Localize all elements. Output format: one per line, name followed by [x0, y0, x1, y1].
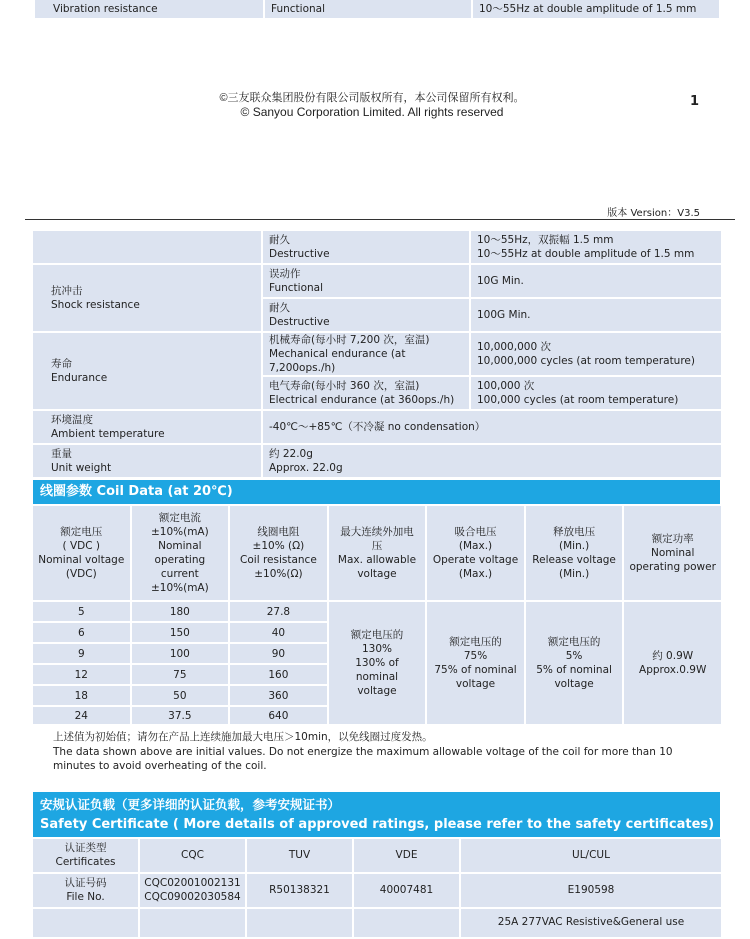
ambient-value: -40℃～+85℃（不冷凝 no condensation） — [262, 410, 722, 444]
coil-header-cell — [328, 505, 427, 601]
coil-cell: 100 — [131, 643, 230, 664]
text: ( VDC ) — [62, 540, 101, 552]
text: (Max.) — [458, 568, 493, 580]
rating-row — [32, 908, 722, 938]
file-no-row — [32, 873, 722, 908]
cert-type-row — [32, 838, 722, 873]
text: 耐久 — [269, 234, 290, 246]
coil-table — [31, 504, 723, 726]
text: 机械寿命(每小时 7,200 次，室温) — [269, 334, 430, 346]
coil-cell: 12 — [32, 664, 131, 685]
text: 130% — [361, 643, 392, 655]
text: Coil resistance — [240, 554, 317, 566]
coil-cell: 24 — [32, 706, 131, 725]
type-cell — [262, 230, 470, 264]
text: Max. allowable — [337, 554, 417, 566]
text: CQC02001002131 — [144, 877, 241, 889]
text: ±10%(mA) — [150, 582, 209, 594]
coil-cell: 18 — [32, 685, 131, 706]
text: Shock resistance — [51, 299, 140, 311]
text: Ambient temperature — [51, 428, 165, 440]
text: Approx. 22.0g — [269, 462, 343, 474]
coil-row — [32, 601, 722, 622]
text: 100,000 cycles (at room temperature) — [477, 394, 679, 406]
text: nominal — [355, 671, 399, 683]
text: Mechanical endurance (at 7,200ops./h) — [269, 348, 406, 374]
page-number: 1 — [690, 94, 700, 109]
text: voltage — [357, 685, 397, 697]
weight-value — [262, 444, 722, 478]
file-no: R50138321 — [246, 873, 353, 908]
rating-cell — [139, 908, 246, 938]
text: File No. — [66, 891, 105, 903]
text: Operate voltage — [432, 554, 519, 566]
text: 约 0.9W — [652, 650, 694, 662]
text: 线圈电阻 — [257, 526, 300, 538]
text: 75% of nominal — [434, 664, 517, 676]
coil-cell: 150 — [131, 622, 230, 643]
copyright-en: © Sanyou Corporation Limited. All rights reserved — [240, 105, 504, 119]
coil-header-cell — [623, 505, 722, 601]
text: Nominal voltage — [38, 554, 125, 566]
value-cell: 100G Min. — [470, 298, 722, 332]
text: ±10% (Ω) — [252, 540, 305, 552]
text: 额定功率 — [651, 533, 694, 545]
file-no-cqc — [139, 873, 246, 908]
value: 10～55Hz at double amplitude of 1.5 mm — [472, 0, 720, 19]
copyright — [0, 91, 744, 119]
text: 100,000 次 — [477, 380, 535, 392]
coil-cell: 360 — [229, 685, 328, 706]
coil-header-cell — [525, 505, 624, 601]
text: Destructive — [269, 248, 330, 260]
text: Release voltage — [532, 554, 616, 566]
text: 误动作 — [269, 268, 301, 280]
text: ±10%(Ω) — [254, 568, 303, 580]
value-cell: 10G Min. — [470, 264, 722, 298]
cert-type: CQC — [139, 838, 246, 873]
coil-header-cell — [426, 505, 525, 601]
cert-type: TUV — [246, 838, 353, 873]
cert-type: UL/CUL — [460, 838, 722, 873]
file-no: 40007481 — [353, 873, 460, 908]
coil-header-cell — [32, 505, 131, 601]
text: Approx.0.9W — [639, 664, 707, 676]
coil-note — [53, 730, 703, 774]
text: (Min.) — [559, 568, 590, 580]
text: Functional — [269, 282, 324, 294]
text: operating — [154, 554, 206, 566]
text: operating power — [629, 561, 716, 573]
coil-cell: 27.8 — [229, 601, 328, 622]
coil-cell: 9 — [32, 643, 131, 664]
shock-label — [32, 264, 262, 332]
text: 吸合电压 — [454, 526, 497, 538]
header-divider — [25, 219, 735, 220]
safety-title-en: Safety Certificate ( More details of approved ratings, please refer to the safety certificates) — [40, 816, 715, 832]
safety-title — [33, 792, 720, 837]
version-label: 版本 Version：V3.5 — [607, 208, 700, 219]
coil-header-cell — [131, 505, 230, 601]
text: 电气寿命(每小时 360 次，室温) — [269, 380, 420, 392]
text: 5% of nominal — [536, 664, 612, 676]
cert-label — [32, 838, 139, 873]
text: 额定电压的 — [350, 629, 404, 641]
text: 75% — [463, 650, 488, 662]
cert-table — [31, 837, 723, 939]
text: CQC09002030584 — [144, 891, 241, 903]
text: Electrical endurance (at 360ops./h) — [269, 394, 455, 406]
text: voltage — [554, 678, 594, 690]
coil-cell: 75 — [131, 664, 230, 685]
page-body — [31, 229, 723, 939]
text: 额定电压的 — [547, 636, 601, 648]
release-voltage-cell — [525, 601, 624, 725]
text: voltage — [455, 678, 496, 690]
type: Functional — [264, 0, 472, 19]
max-voltage-cell — [328, 601, 427, 725]
text: 抗冲击 — [51, 285, 83, 297]
text: voltage — [357, 568, 397, 580]
coil-cell: 5 — [32, 601, 131, 622]
rating-cell — [246, 908, 353, 938]
endurance-label — [32, 332, 262, 410]
type-cell — [262, 298, 470, 332]
text: Certificates — [55, 856, 116, 868]
text: 额定电压 — [60, 526, 103, 538]
power-cell — [623, 601, 722, 725]
type-cell — [262, 264, 470, 298]
text: Nominal — [158, 540, 202, 552]
coil-cell: 40 — [229, 622, 328, 643]
text: Destructive — [269, 316, 330, 328]
coil-cell: 50 — [131, 685, 230, 706]
text: 5% — [565, 650, 583, 662]
text: 压 — [371, 540, 383, 552]
file-label — [32, 873, 139, 908]
text: 环境温度 — [51, 414, 93, 426]
value-cell — [470, 376, 722, 410]
text: Endurance — [51, 372, 108, 384]
empty-cell — [32, 230, 262, 264]
cert-type: VDE — [353, 838, 460, 873]
text: 额定电流 — [158, 512, 201, 524]
type-cell — [262, 332, 470, 376]
text: 寿命 — [51, 358, 72, 370]
coil-header-cell — [229, 505, 328, 601]
rating-cell — [32, 908, 139, 938]
coil-cell: 90 — [229, 643, 328, 664]
text: 额定电压的 — [449, 636, 502, 648]
note-cn: 上述值为初始值；请勿在产品上连续施加最大电压＞10min，以免线圈过度发热。 — [53, 731, 433, 743]
coil-cell: 160 — [229, 664, 328, 685]
spec-table — [31, 229, 723, 479]
coil-cell: 180 — [131, 601, 230, 622]
text: 10～55Hz at double amplitude of 1.5 mm — [477, 248, 695, 260]
text: (VDC) — [65, 568, 97, 580]
weight-label — [32, 444, 262, 478]
operate-voltage-cell — [426, 601, 525, 725]
text: 认证类型 — [64, 842, 107, 854]
text: 认证号码 — [64, 877, 107, 889]
label: Vibration resistance — [34, 0, 264, 19]
text: 重量 — [51, 448, 72, 460]
coil-cell: 640 — [229, 706, 328, 725]
text: 耐久 — [269, 302, 290, 314]
text: 10～55Hz，双振幅 1.5 mm — [477, 234, 614, 246]
text: 约 22.0g — [269, 448, 313, 460]
note-en: The data shown above are initial values. Do not energize the maximum allowable voltage of the coil for more than 10 minutes to avoid overheating of the coil. — [53, 745, 673, 772]
value-cell — [470, 332, 722, 376]
value-cell — [470, 230, 722, 264]
top-spec-row — [33, 0, 721, 20]
copyright-cn: ©三友联众集团股份有限公司版权所有，本公司保留所有权利。 — [219, 92, 525, 104]
text: Nominal — [650, 547, 695, 559]
file-no: E190598 — [460, 873, 722, 908]
text: (Max.) — [458, 540, 493, 552]
text: 释放电压 — [553, 526, 596, 538]
coil-cell: 6 — [32, 622, 131, 643]
text: Unit weight — [51, 462, 112, 474]
rating-ul: 25A 277VAC Resistive&General use — [460, 908, 722, 938]
text: 130% of — [355, 657, 399, 669]
text: (Min.) — [559, 540, 590, 552]
safety-title-cn: 安规认证负载（更多详细的认证负载，参考安规证书） — [40, 796, 341, 812]
coil-cell: 37.5 — [131, 706, 230, 725]
text: ±10%(mA) — [150, 526, 209, 538]
ambient-label — [32, 410, 262, 444]
rating-cell — [353, 908, 460, 938]
text: 最大连续外加电 — [340, 526, 414, 538]
coil-data-title: 线圈参数 Coil Data (at 20℃) — [33, 480, 720, 504]
type-cell — [262, 376, 470, 410]
text: 10,000,000 cycles (at room temperature) — [477, 355, 695, 367]
text: current — [160, 568, 199, 580]
text: 10,000,000 次 — [477, 341, 551, 353]
